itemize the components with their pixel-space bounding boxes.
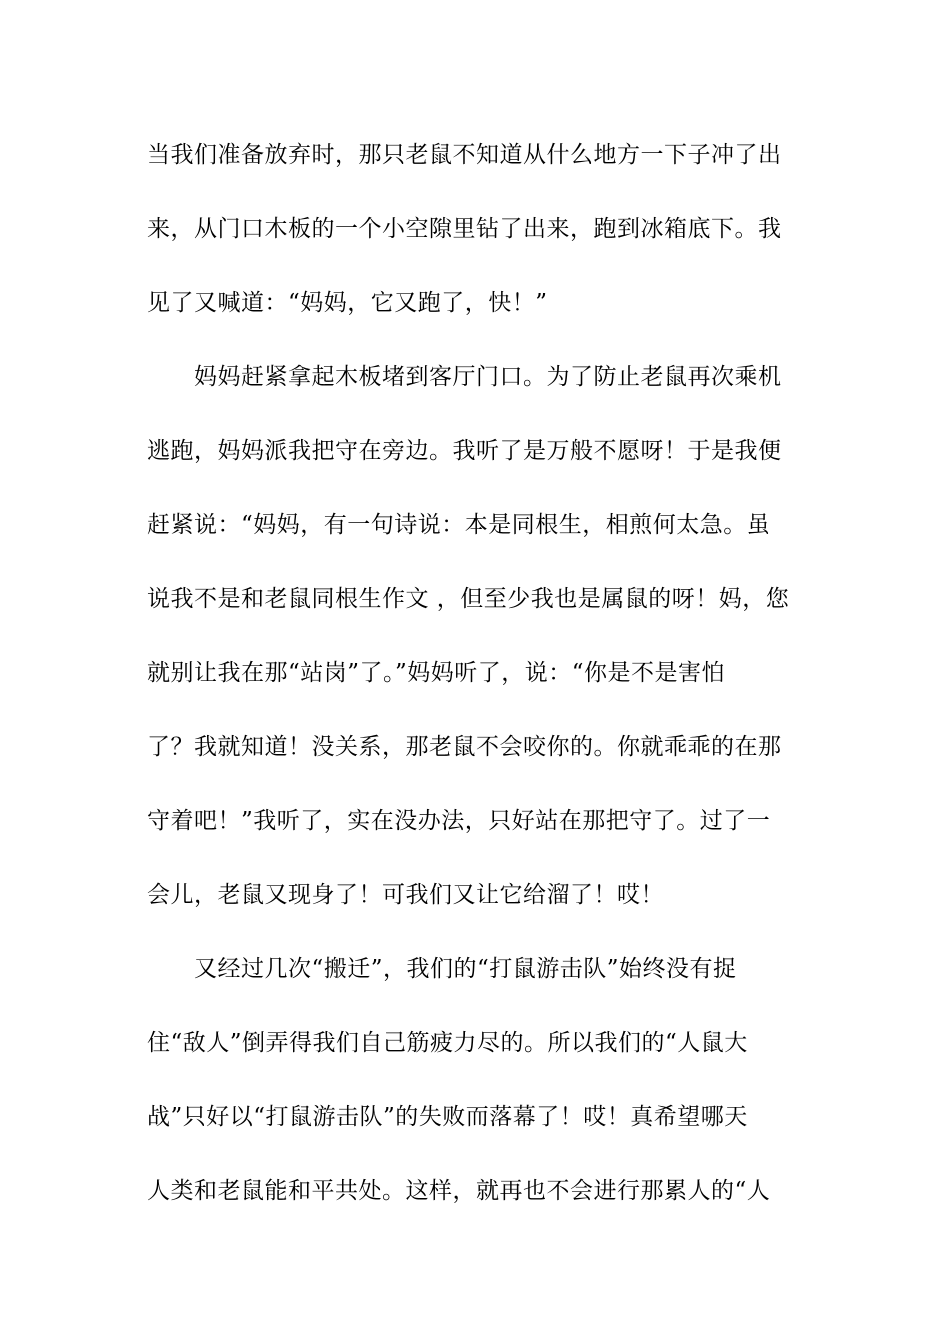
paragraph-start-line: 又经过几次“搬迁”，我们的“打鼠游击队”始终没有捉 xyxy=(194,956,737,982)
text-line: 逃跑，妈妈派我把守在旁边。我听了是万般不愿呀！于是我便 xyxy=(147,438,782,464)
text-line: 战”只好以“打鼠游击队”的失败而落幕了！哎！真希望哪天 xyxy=(147,1104,748,1130)
text-line: 守着吧！”我听了，实在没办法，只好站在那把守了。过了一 xyxy=(147,808,771,834)
text-line: 说我不是和老鼠同根生作文 ，但至少我也是属鼠的呀！妈，您 xyxy=(147,586,790,612)
text-line: 了？我就知道！没关系，那老鼠不会咬你的。你就乖乖的在那 xyxy=(147,734,782,760)
text-line: 当我们准备放弃时，那只老鼠不知道从什么地方一下子冲了出 xyxy=(147,142,782,168)
text-line: 就别让我在那“站岗”了。”妈妈听了，说：“你是不是害怕 xyxy=(147,660,726,686)
text-line: 人类和老鼠能和平共处。这样，就再也不会进行那累人的“人 xyxy=(147,1178,771,1204)
text-line: 赶紧说：“妈妈，有一句诗说：本是同根生，相煎何太急。虽 xyxy=(147,512,771,538)
paragraph-start-line: 妈妈赶紧拿起木板堵到客厅门口。为了防止老鼠再次乘机 xyxy=(194,364,782,390)
text-line: 来，从门口木板的一个小空隙里钻了出来，跑到冰箱底下。我 xyxy=(147,216,782,242)
document-body xyxy=(147,118,807,1228)
text-line: 见了又喊道：“妈妈，它又跑了，快！” xyxy=(147,290,548,316)
text-line: 会儿，老鼠又现身了！可我们又让它给溜了！哎！ xyxy=(147,882,664,908)
text-line: 住“敌人”倒弄得我们自己筋疲力尽的。所以我们的“人鼠大 xyxy=(147,1030,748,1056)
